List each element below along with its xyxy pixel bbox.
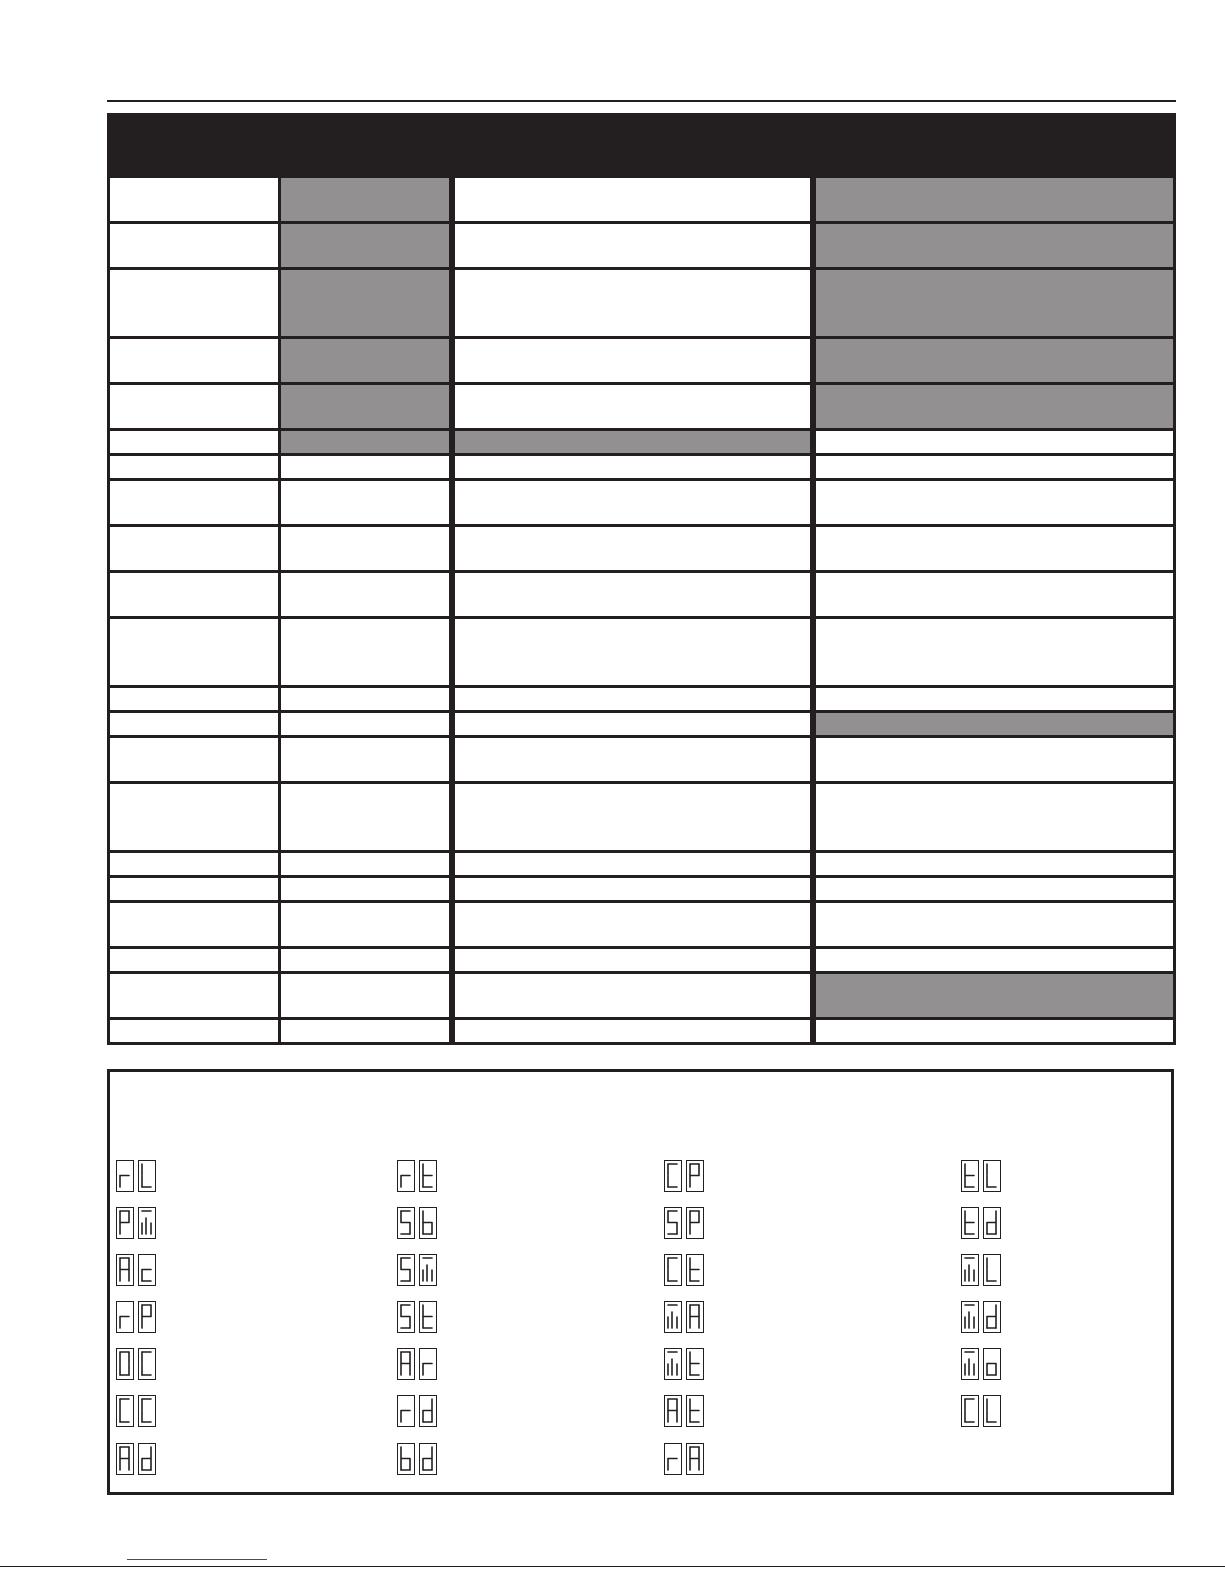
display-code-legend [107, 1069, 1174, 1495]
seven-segment-digit [983, 1301, 1001, 1333]
seven-segment-digit [961, 1348, 979, 1380]
display-code-sn [397, 1254, 437, 1286]
display-code-text [457, 1260, 458, 1261]
display-code-at [664, 1395, 704, 1427]
seven-segment-digit [397, 1348, 415, 1380]
error-code-table [107, 113, 1176, 1045]
table-cell [281, 853, 449, 875]
table-cell [455, 619, 810, 685]
seven-segment-digit [116, 1395, 134, 1427]
table-cell [455, 527, 810, 570]
table-cell [110, 385, 278, 428]
table-cell [281, 224, 449, 267]
table-cell [281, 456, 449, 478]
table-cell [110, 903, 278, 946]
table-cell [281, 713, 449, 735]
display-code-text [1021, 1213, 1022, 1214]
table-cell [455, 1020, 810, 1042]
table-cell [281, 784, 449, 850]
table-cell [110, 853, 278, 875]
table-cell [281, 270, 449, 336]
seven-segment-digit [116, 1254, 134, 1286]
seven-segment-digit [686, 1348, 704, 1380]
table-cell [455, 339, 810, 382]
table-cell [110, 339, 278, 382]
display-code-sp [664, 1207, 704, 1239]
seven-segment-digit [686, 1301, 704, 1333]
display-code-text [176, 1449, 177, 1450]
table-header-cell [816, 116, 1173, 175]
table-cell [281, 431, 449, 453]
display-code-text [457, 1307, 458, 1308]
seven-segment-digit [138, 1254, 156, 1286]
seven-segment-digit [116, 1348, 134, 1380]
display-code-oc [116, 1348, 156, 1380]
seven-segment-digit [664, 1348, 682, 1380]
display-code-rl [116, 1160, 156, 1192]
table-cell [281, 738, 449, 781]
table-cell [110, 949, 278, 971]
seven-segment-digit [116, 1301, 134, 1333]
table-cell [281, 949, 449, 971]
table-cell [816, 853, 1173, 875]
seven-segment-digit [116, 1160, 134, 1192]
display-code-text [457, 1354, 458, 1355]
table-cell [110, 713, 278, 735]
seven-segment-digit [419, 1160, 437, 1192]
seven-segment-digit [983, 1160, 1001, 1192]
display-code-text [176, 1401, 177, 1402]
table-cell [816, 224, 1173, 267]
display-code-text [724, 1213, 725, 1214]
table-cell [281, 878, 449, 900]
seven-segment-digit [664, 1254, 682, 1286]
table-cell [110, 481, 278, 524]
seven-segment-digit [961, 1395, 979, 1427]
table-cell [816, 688, 1173, 710]
table-header-cell [110, 116, 449, 144]
table-cell [110, 224, 278, 267]
display-code-ra [664, 1443, 704, 1475]
seven-segment-digit [686, 1207, 704, 1239]
table-cell [110, 738, 278, 781]
table-cell [816, 949, 1173, 971]
table-cell [281, 527, 449, 570]
table-cell [816, 270, 1173, 336]
display-code-bd [397, 1443, 437, 1475]
table-grid [110, 116, 1173, 1042]
table-cell [110, 974, 278, 1017]
seven-segment-digit [419, 1348, 437, 1380]
seven-segment-digit [397, 1160, 415, 1192]
display-code-text [457, 1166, 458, 1167]
seven-segment-digit [961, 1160, 979, 1192]
table-cell [281, 1020, 449, 1042]
display-code-text [457, 1401, 458, 1402]
table-cell [110, 1020, 278, 1042]
display-code-text [176, 1354, 177, 1355]
display-code-text [724, 1449, 725, 1450]
seven-segment-digit [961, 1254, 979, 1286]
table-cell [455, 688, 810, 710]
display-code-cc [116, 1395, 156, 1427]
table-header-cell [110, 147, 278, 175]
table-cell [816, 878, 1173, 900]
display-code-rd [397, 1395, 437, 1427]
table-header-cell [281, 147, 449, 175]
seven-segment-digit [983, 1348, 1001, 1380]
table-cell [110, 178, 278, 221]
display-code-text [724, 1307, 725, 1308]
display-code-text [1021, 1260, 1022, 1261]
display-code-nl [961, 1254, 1001, 1286]
table-cell [816, 784, 1173, 850]
table-cell [110, 878, 278, 900]
seven-segment-digit [419, 1207, 437, 1239]
display-code-text [1021, 1166, 1022, 1167]
table-cell [281, 385, 449, 428]
display-code-text [457, 1213, 458, 1214]
table-cell [110, 527, 278, 570]
seven-segment-digit [397, 1207, 415, 1239]
table-cell [455, 224, 810, 267]
table-cell [455, 481, 810, 524]
table-cell [816, 385, 1173, 428]
seven-segment-digit [664, 1207, 682, 1239]
table-cell [816, 481, 1173, 524]
table-cell [110, 573, 278, 616]
seven-segment-digit [419, 1254, 437, 1286]
table-cell [110, 688, 278, 710]
seven-segment-digit [138, 1443, 156, 1475]
seven-segment-digit [138, 1348, 156, 1380]
table-cell [455, 270, 810, 336]
display-code-text [176, 1260, 177, 1261]
seven-segment-digit [686, 1443, 704, 1475]
display-code-ct [664, 1254, 704, 1286]
table-cell [816, 1020, 1173, 1042]
table-cell [455, 573, 810, 616]
seven-segment-digit [664, 1395, 682, 1427]
table-cell [816, 573, 1173, 616]
table-cell [816, 713, 1173, 735]
table-cell [455, 431, 810, 453]
table-cell [455, 178, 810, 221]
table-cell [816, 974, 1173, 1017]
table-cell [816, 178, 1173, 221]
display-code-cp [664, 1160, 704, 1192]
table-cell [281, 339, 449, 382]
table-cell [110, 270, 278, 336]
table-cell [281, 688, 449, 710]
table-cell [816, 903, 1173, 946]
display-code-text [724, 1354, 725, 1355]
seven-segment-digit [116, 1207, 134, 1239]
seven-segment-digit [397, 1254, 415, 1286]
table-cell [455, 878, 810, 900]
table-cell [281, 481, 449, 524]
footer-link-underline[interactable] [127, 1559, 267, 1560]
table-cell [455, 949, 810, 971]
seven-segment-digit [397, 1395, 415, 1427]
table-cell [281, 573, 449, 616]
seven-segment-digit [419, 1301, 437, 1333]
table-cell [455, 456, 810, 478]
display-code-text [724, 1401, 725, 1402]
seven-segment-digit [138, 1395, 156, 1427]
seven-segment-digit [397, 1443, 415, 1475]
display-code-text [176, 1166, 177, 1167]
seven-segment-digit [961, 1207, 979, 1239]
table-cell [816, 339, 1173, 382]
table-cell [455, 784, 810, 850]
display-code-text [1021, 1307, 1022, 1308]
seven-segment-digit [116, 1443, 134, 1475]
seven-segment-digit [138, 1301, 156, 1333]
seven-segment-digit [397, 1301, 415, 1333]
table-cell [455, 853, 810, 875]
display-code-text [176, 1213, 177, 1214]
table-cell [110, 456, 278, 478]
table-cell [110, 784, 278, 850]
display-code-st [397, 1301, 437, 1333]
table-cell [816, 738, 1173, 781]
display-code-no [961, 1348, 1001, 1380]
seven-segment-digit [686, 1254, 704, 1286]
seven-segment-digit [664, 1160, 682, 1192]
display-code-pn [116, 1207, 156, 1239]
table-header-cell [455, 116, 810, 175]
display-code-ac [116, 1254, 156, 1286]
display-code-sb [397, 1207, 437, 1239]
table-cell [281, 619, 449, 685]
seven-segment-digit [419, 1443, 437, 1475]
seven-segment-digit [138, 1207, 156, 1239]
table-cell [455, 385, 810, 428]
display-code-td [961, 1207, 1001, 1239]
seven-segment-digit [138, 1160, 156, 1192]
seven-segment-digit [686, 1160, 704, 1192]
display-code-cl [961, 1395, 1001, 1427]
table-cell [455, 974, 810, 1017]
footer-rule [0, 1566, 1225, 1567]
seven-segment-digit [664, 1443, 682, 1475]
display-code-text [724, 1260, 725, 1261]
display-code-text [176, 1307, 177, 1308]
display-code-ad [116, 1443, 156, 1475]
display-code-rp [116, 1301, 156, 1333]
table-cell [110, 431, 278, 453]
table-cell [281, 974, 449, 1017]
table-cell [455, 903, 810, 946]
seven-segment-digit [961, 1301, 979, 1333]
display-code-rt [397, 1160, 437, 1192]
table-cell [816, 619, 1173, 685]
table-cell [455, 738, 810, 781]
table-cell [281, 178, 449, 221]
display-code-ar [397, 1348, 437, 1380]
seven-segment-digit [983, 1254, 1001, 1286]
display-code-nd [961, 1301, 1001, 1333]
display-code-text [457, 1449, 458, 1450]
display-code-nt [664, 1348, 704, 1380]
table-cell [455, 713, 810, 735]
table-cell [816, 431, 1173, 453]
table-cell [816, 456, 1173, 478]
display-code-text [1021, 1354, 1022, 1355]
display-code-na [664, 1301, 704, 1333]
seven-segment-digit [664, 1301, 682, 1333]
table-cell [110, 619, 278, 685]
seven-segment-digit [419, 1395, 437, 1427]
seven-segment-digit [983, 1207, 1001, 1239]
table-cell [281, 903, 449, 946]
table-cell [816, 527, 1173, 570]
display-code-text [724, 1166, 725, 1167]
display-code-tl [961, 1160, 1001, 1192]
display-code-text [1021, 1401, 1022, 1402]
top-rule [107, 100, 1176, 102]
seven-segment-digit [686, 1395, 704, 1427]
seven-segment-digit [983, 1395, 1001, 1427]
